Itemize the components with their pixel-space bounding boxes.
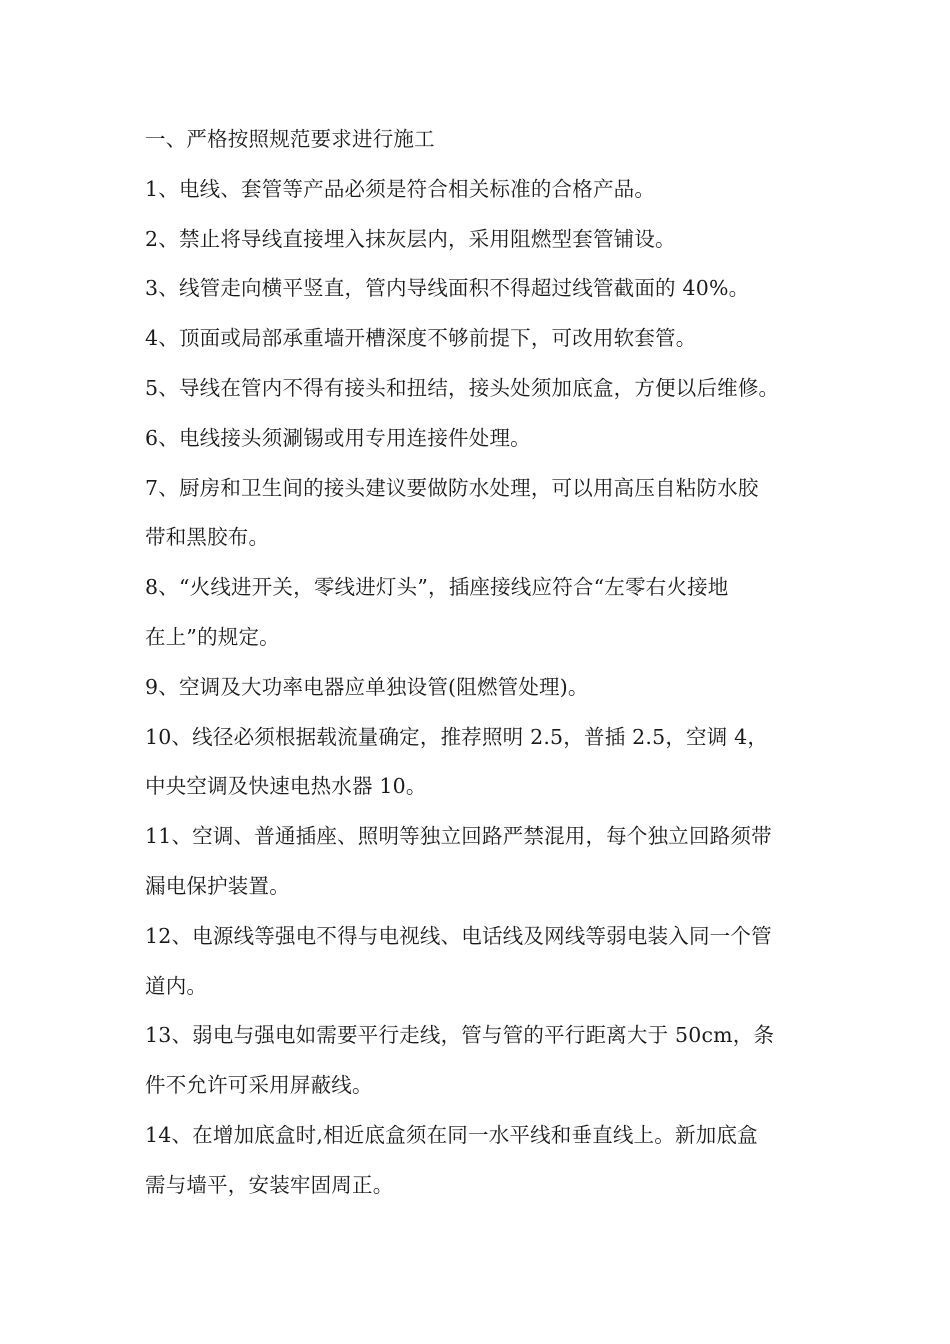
text-line: 带和黑胶布。 (145, 525, 270, 550)
text-line: 3、线管走向横平竖直，管内导线面积不得超过线管截面的 40%。 (145, 276, 750, 301)
text-line: 漏电保护装置。 (145, 873, 290, 898)
text-line: 13、弱电与强电如需要平行走线，管与管的平行距离大于 50cm，条 (145, 1023, 775, 1048)
text-line: 4、顶面或局部承重墙开槽深度不够前提下，可改用软套管。 (145, 326, 697, 351)
text-line: 5、导线在管内不得有接头和扭结，接头处须加底盒，方便以后维修。 (145, 375, 780, 400)
text-line: 9、空调及大功率电器应单独设管(阻燃管处理)。 (145, 674, 589, 699)
text-line: 12、电源线等强电不得与电视线、电话线及网线等弱电装入同一个管 (145, 923, 772, 948)
text-line: 1、电线、套管等产品必须是符合相关标准的合格产品。 (145, 176, 656, 201)
text-line: 在上”的规定。 (145, 624, 280, 649)
text-line: 10、线径必须根据载流量确定，推荐照明 2.5，普插 2.5，空调 4， (145, 724, 769, 749)
text-line: 中央空调及快速电热水器 10。 (145, 774, 427, 799)
text-line: 7、厨房和卫生间的接头建议要做防水处理，可以用高压自粘防水胶 (145, 475, 759, 500)
text-line: 11、空调、普通插座、照明等独立回路严禁混用，每个独立回路须带 (145, 824, 772, 849)
text-line: 需与墙平，安装牢固周正。 (145, 1172, 394, 1197)
text-line: 8、“火线进开关，零线进灯头”，插座接线应符合“左零右火接地 (145, 575, 729, 600)
text-line: 道内。 (145, 973, 208, 998)
text-line: 件不允许可采用屏蔽线。 (145, 1073, 373, 1098)
text-line: 6、电线接头须涮锡或用专用连接件处理。 (145, 425, 531, 450)
text-line: 2、禁止将导线直接埋入抹灰层内，采用阻燃型套管铺设。 (145, 226, 676, 251)
document-body (145, 115, 815, 1211)
text-line: 14、在增加底盒时,相近底盒须在同一水平线和垂直线上。新加底盒 (145, 1122, 758, 1147)
section-heading: 一、严格按照规范要求进行施工 (145, 127, 435, 151)
